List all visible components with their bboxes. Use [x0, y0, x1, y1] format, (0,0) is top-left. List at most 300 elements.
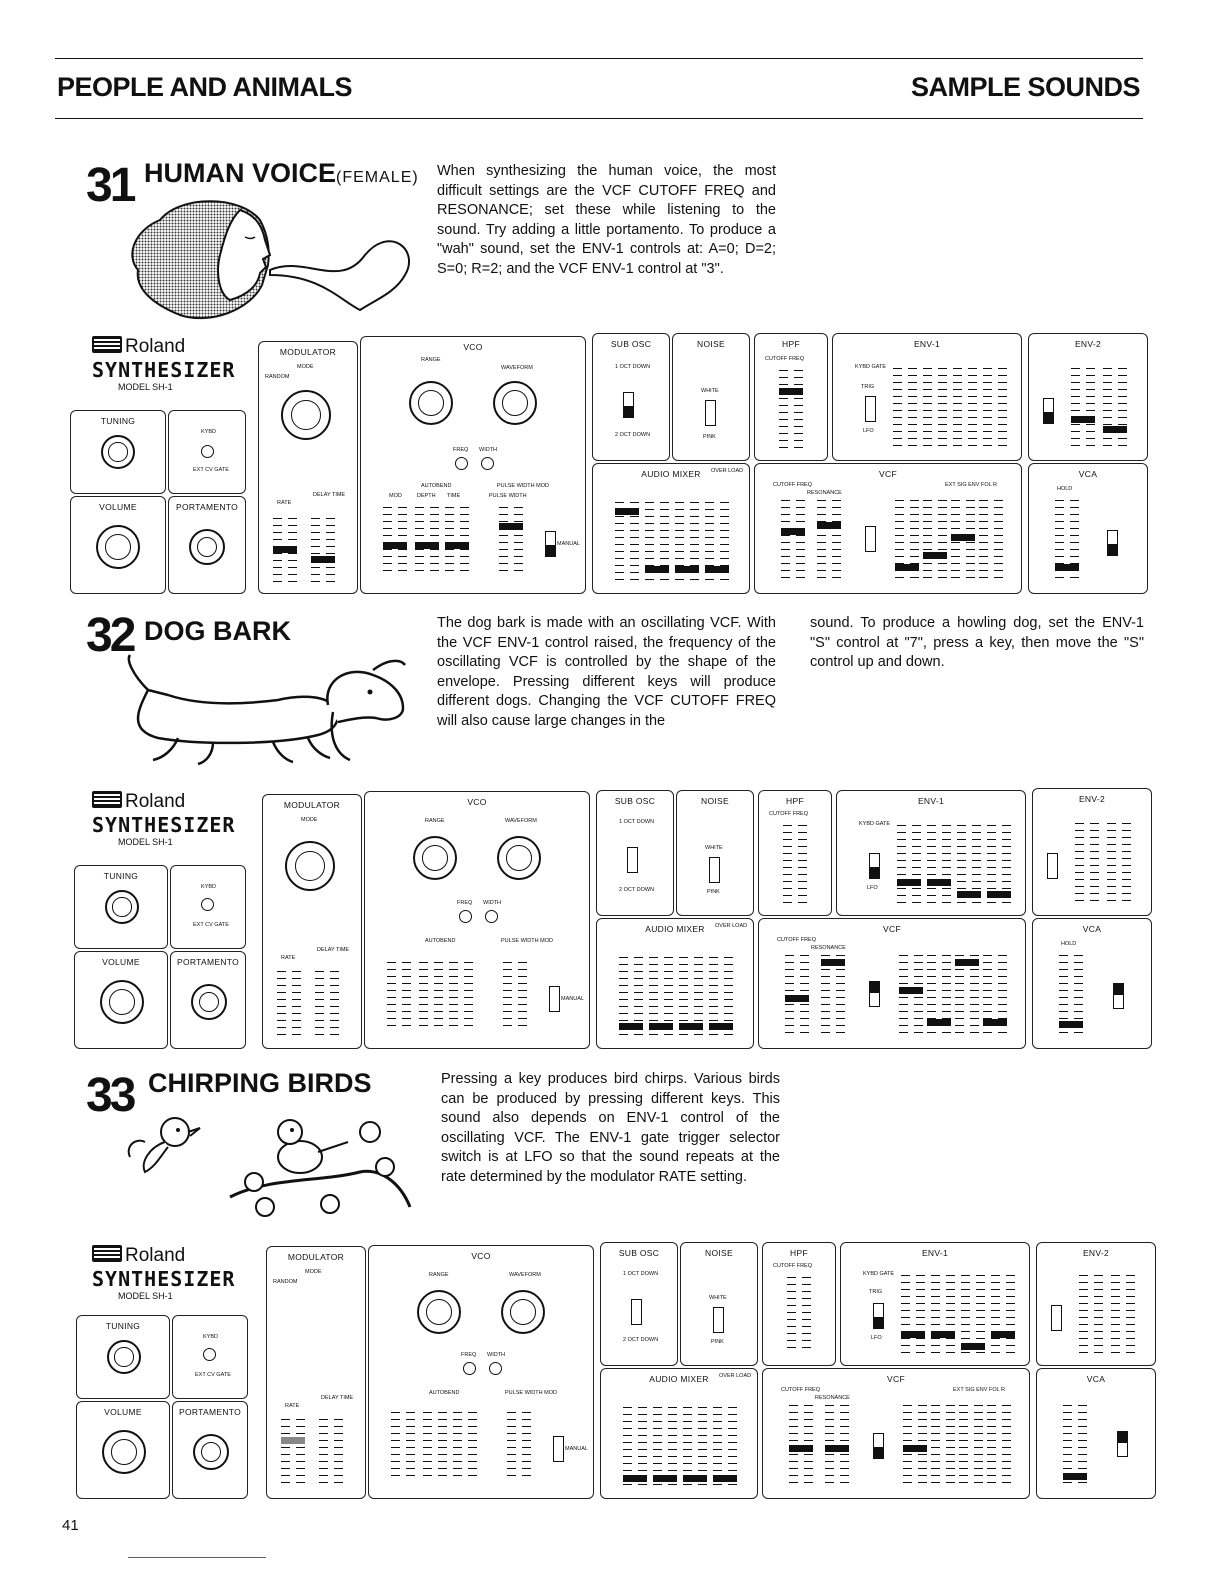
roland-brand — [92, 336, 235, 392]
delay-slider[interactable] — [311, 518, 335, 582]
pulse-width-slider[interactable] — [507, 1412, 531, 1482]
tuning-label: TUNING — [105, 1321, 141, 1331]
hpf-panel — [754, 333, 828, 461]
env1-d-slider[interactable] — [931, 1275, 955, 1355]
env1-r-slider[interactable] — [983, 368, 1007, 450]
volume-knob[interactable] — [96, 525, 140, 569]
vco-panel — [368, 1245, 594, 1499]
depth-slider[interactable] — [423, 1412, 447, 1482]
sound-description: When synthesizing the human voice, the most difficult settings are the VCF CUTOFF FREQ and RESONANCE; set these while listening to the sound. Try adding a little portamento. To produce a "wah" sound, set the ENV-1 controls at: A=0; D=2; S=0; R=2; and the VCF ENV-1 control at "3". — [437, 163, 776, 277]
vco-label: VCO — [471, 1251, 491, 1261]
hpf-label: HPF — [786, 796, 804, 806]
sound-description-continued: sound. To produce a howling dog, set the ENV-1 "S" control at "7", press a key, then move the "S" control up and down. — [810, 615, 1144, 670]
mixer-ext-cap[interactable] — [709, 1023, 733, 1030]
portamento-label: PORTAMENTO — [175, 502, 239, 512]
vcf-label: VCF — [887, 1374, 905, 1384]
sub-osc-label: SUB OSC — [614, 796, 656, 806]
two-oct-down-label: 2 OCT DOWN — [623, 1337, 659, 1343]
hpf-label: HPF — [782, 339, 800, 349]
time-slider[interactable] — [453, 1412, 477, 1482]
env1-s-slider[interactable] — [953, 368, 977, 450]
overload-label: OVER LOAD — [715, 923, 748, 929]
one-oct-down-label: 1 OCT DOWN — [619, 819, 655, 825]
env1-s-cap[interactable] — [957, 891, 981, 898]
lfo-label: LFO — [867, 885, 878, 891]
env2-gate-switch[interactable] — [1047, 853, 1058, 879]
vcf-kybd-cap[interactable] — [955, 959, 979, 966]
portamento-panel — [170, 951, 246, 1049]
kybd-gate-label: KYBD GATE — [863, 1271, 895, 1277]
hpf-cutoff-slider[interactable] — [787, 1277, 811, 1353]
env2-panel — [1032, 788, 1152, 916]
audio-mixer-panel — [596, 918, 754, 1049]
synth-panel-33 — [0, 1242, 1224, 1512]
env1-r-slider[interactable] — [991, 1275, 1015, 1355]
env1-d-slider[interactable] — [923, 368, 947, 450]
sound-number: 33 — [86, 1069, 134, 1122]
white-label: WHITE — [709, 1295, 727, 1301]
env-fol-label: EXT SIG ENV FOL R — [953, 1387, 1005, 1393]
manual-label: MANUAL — [561, 996, 584, 1002]
vcf-cutoff-label: CUTOFF FREQ — [777, 937, 817, 943]
two-oct-down-label: 2 OCT DOWN — [615, 432, 651, 438]
hpf-panel — [762, 1242, 836, 1366]
range-knob[interactable] — [409, 381, 453, 425]
hold-label: HOLD — [1057, 486, 1073, 492]
env1-trigger-switch[interactable] — [873, 1303, 884, 1329]
product-name: SYNTHESIZER — [92, 813, 236, 837]
roland-logo-icon — [92, 1245, 122, 1262]
noise-switch[interactable] — [713, 1307, 724, 1333]
hold-label: HOLD — [1061, 941, 1077, 947]
sound-title: HUMAN VOICE(FEMALE) — [144, 158, 419, 188]
waveform-label: WAVEFORM — [501, 365, 533, 371]
mixer-sub-cap[interactable] — [645, 566, 669, 573]
mixer-noise-cap[interactable] — [679, 1023, 703, 1030]
portamento-knob[interactable] — [191, 984, 227, 1020]
white-label: WHITE — [701, 388, 719, 394]
roland-brand — [92, 1245, 235, 1301]
mixer-vco-cap[interactable] — [623, 1475, 647, 1482]
trig-label: TRIG — [861, 384, 875, 390]
vcf-cutoff-label: CUTOFF FREQ — [773, 482, 813, 488]
sub-osc-label: SUB OSC — [610, 339, 652, 349]
width-jack[interactable] — [481, 457, 494, 470]
mode-knob[interactable] — [285, 841, 335, 891]
modulator-label: MODULATOR — [279, 347, 337, 357]
roland-logo: Roland — [92, 336, 235, 358]
portamento-panel — [168, 496, 246, 594]
env2-a-cap[interactable] — [1071, 416, 1095, 423]
env2-label: ENV-2 — [1078, 794, 1106, 804]
vco-label: VCO — [467, 797, 487, 807]
mod-label: MOD — [389, 493, 402, 499]
freq-jack[interactable] — [455, 457, 468, 470]
freq-jack[interactable] — [459, 910, 472, 923]
vcf-kybd-slider[interactable] — [951, 500, 975, 582]
kybd-label: KYBD — [201, 884, 216, 890]
range-label: RANGE — [429, 1272, 449, 1278]
vcf-cutoff-label: CUTOFF FREQ — [781, 1387, 821, 1393]
mode-label: MODE — [297, 364, 314, 370]
env2-r-cap[interactable] — [1103, 426, 1127, 433]
model-name: MODEL SH-1 — [118, 1291, 173, 1301]
autobend-label: AUTOBEND — [429, 1390, 460, 1396]
audio-mixer-label: AUDIO MIXER — [649, 1374, 709, 1384]
mixer-ext-cap[interactable] — [713, 1475, 737, 1482]
portamento-knob[interactable] — [189, 529, 225, 565]
pink-label: PINK — [711, 1339, 724, 1345]
env2-a-slider[interactable] — [1079, 1275, 1103, 1355]
vcf-cutoff-cap[interactable] — [785, 995, 809, 1002]
env-fol-label: EXT SIG ENV FOL R — [945, 482, 997, 488]
env1-a-slider[interactable] — [893, 368, 917, 450]
portamento-label: PORTAMENTO — [176, 957, 240, 967]
env2-panel — [1028, 333, 1148, 461]
delay-time-label: DELAY TIME — [321, 1395, 354, 1401]
hpf-cutoff-label: CUTOFF FREQ — [765, 356, 805, 362]
vca-label: VCA — [1086, 1374, 1106, 1384]
mixer-noise-cap[interactable] — [675, 566, 699, 573]
lfo-label: LFO — [871, 1335, 882, 1341]
pwm-label: PULSE WIDTH MOD — [497, 483, 549, 489]
resonance-label: RESONANCE — [815, 1395, 850, 1401]
kybd-label: KYBD — [201, 429, 216, 435]
env1-d-slider[interactable] — [927, 825, 951, 905]
time-slider[interactable] — [449, 962, 473, 1032]
delay-slider[interactable] — [315, 971, 339, 1035]
mixer-sub-cap[interactable] — [649, 1023, 673, 1030]
vcf-env1-slider[interactable] — [899, 955, 923, 1037]
mod-slider[interactable] — [387, 962, 411, 1032]
vcf-panel — [762, 1368, 1030, 1499]
env2-label: ENV-2 — [1082, 1248, 1110, 1258]
kybd-label: KYBD — [203, 1334, 218, 1340]
ext-cv-gate-label: EXT CV GATE — [193, 922, 229, 928]
mixer-vco-cap[interactable] — [619, 1023, 643, 1030]
synth-panel-31 — [0, 333, 1224, 603]
pwm-source-switch[interactable] — [549, 986, 560, 1012]
kybd-jack[interactable] — [203, 1348, 216, 1361]
tuning-knob[interactable] — [101, 435, 135, 469]
sub-osc-switch[interactable] — [627, 847, 638, 873]
volume-knob[interactable] — [100, 980, 144, 1024]
modulator-panel — [258, 341, 358, 594]
freq-label: FREQ — [457, 900, 473, 906]
two-oct-down-label: 2 OCT DOWN — [619, 887, 655, 893]
waveform-label: WAVEFORM — [505, 818, 537, 824]
portamento-knob[interactable] — [193, 1434, 229, 1470]
resonance-cap[interactable] — [817, 522, 841, 529]
roland-logo-icon — [92, 791, 122, 808]
hpf-label: HPF — [790, 1248, 808, 1258]
env2-a-slider[interactable] — [1075, 823, 1099, 905]
env1-label: ENV-1 — [917, 796, 945, 806]
vca-env-switch[interactable] — [1113, 983, 1124, 1009]
volume-label: VOLUME — [102, 957, 140, 967]
hpf-cutoff-label: CUTOFF FREQ — [773, 1263, 813, 1269]
mixer-vco-cap[interactable] — [615, 508, 639, 515]
tuning-panel — [74, 865, 168, 949]
mode-knob[interactable] — [281, 390, 331, 440]
resonance-slider[interactable] — [821, 955, 845, 1037]
sound-number: 31 — [86, 159, 134, 212]
delay-time-label: DELAY TIME — [317, 947, 350, 953]
tuning-label: TUNING — [103, 871, 139, 881]
vcf-env1-cap[interactable] — [895, 564, 919, 571]
noise-switch[interactable] — [705, 400, 716, 426]
roland-brand — [92, 791, 235, 847]
model-name: MODEL SH-1 — [118, 837, 173, 847]
env1-d-cap[interactable] — [927, 879, 951, 886]
env1-trigger-switch[interactable] — [869, 853, 880, 879]
vcf-mod-cap[interactable] — [923, 552, 947, 559]
manual-label: MANUAL — [557, 541, 580, 547]
vcf-kybd-slider[interactable] — [959, 1405, 983, 1487]
depth-slider[interactable] — [419, 962, 443, 1032]
pwm-source-switch[interactable] — [545, 531, 556, 557]
mixer-noise-cap[interactable] — [683, 1475, 707, 1482]
env1-a-cap[interactable] — [897, 879, 921, 886]
dachshund-illustration — [118, 650, 418, 770]
sound-description: Pressing a key produces bird chirps. Various birds can be produced by pressing different keys. This sound also depends on ENV-1 control of the oscillating VCF. The ENV-1 gate trigger selector switch is at LFO so that the sound repeats at the rate determined by the modulator RATE setting. — [441, 1071, 780, 1185]
hpf-cutoff-slider[interactable] — [783, 825, 807, 903]
volume-knob[interactable] — [102, 1430, 146, 1474]
synth-panel-32 — [0, 788, 1224, 1058]
audio-mixer-panel — [600, 1368, 758, 1499]
width-jack[interactable] — [489, 1362, 502, 1375]
range-knob[interactable] — [413, 836, 457, 880]
rate-slider-cap[interactable] — [273, 546, 297, 553]
waveform-label: WAVEFORM — [509, 1272, 541, 1278]
rate-slider[interactable] — [277, 971, 301, 1035]
freq-jack[interactable] — [463, 1362, 476, 1375]
roland-logo: Roland — [92, 1245, 235, 1267]
env2-r-slider[interactable] — [1107, 823, 1131, 905]
waveform-knob[interactable] — [501, 1290, 545, 1334]
vcf-ext-cap[interactable] — [983, 1019, 1007, 1026]
noise-switch[interactable] — [709, 857, 720, 883]
sub-osc-switch[interactable] — [631, 1299, 642, 1325]
audio-mixer-panel — [592, 463, 750, 594]
env2-gate-switch[interactable] — [1043, 398, 1054, 424]
rate-label: RATE — [285, 1403, 300, 1409]
env2-panel — [1036, 1242, 1156, 1366]
product-name: SYNTHESIZER — [92, 1267, 236, 1291]
white-label: WHITE — [705, 845, 723, 851]
depth-slider-cap[interactable] — [415, 542, 439, 549]
rate-label: RATE — [277, 500, 292, 506]
volume-panel — [70, 496, 166, 594]
resonance-slider[interactable] — [817, 500, 841, 582]
depth-label: DEPTH — [417, 493, 436, 499]
hpf-cutoff-cap[interactable] — [779, 388, 803, 395]
range-knob[interactable] — [417, 1290, 461, 1334]
env1-s-cap[interactable] — [961, 1343, 985, 1350]
trig-label: TRIG — [869, 1289, 883, 1295]
env2-gate-switch[interactable] — [1051, 1305, 1062, 1331]
kybd-jack[interactable] — [201, 898, 214, 911]
overload-label: OVER LOAD — [719, 1373, 752, 1379]
kybd-gate-label: KYBD GATE — [859, 821, 891, 827]
rate-slider[interactable] — [281, 1419, 305, 1485]
time-slider-cap[interactable] — [445, 542, 469, 549]
vca-panel — [1032, 918, 1152, 1049]
audio-mixer-label: AUDIO MIXER — [645, 924, 705, 934]
env1-panel — [840, 1242, 1030, 1366]
sub-osc-panel — [596, 790, 674, 916]
tuning-panel — [70, 410, 166, 494]
kybd-gate-label: KYBD GATE — [855, 364, 887, 370]
kybd-jack[interactable] — [201, 445, 214, 458]
time-label: TIME — [447, 493, 461, 499]
vcf-label: VCF — [883, 924, 901, 934]
kybd-panel — [172, 1315, 248, 1399]
vcf-panel — [754, 463, 1022, 594]
tuning-label: TUNING — [100, 416, 136, 426]
waveform-knob[interactable] — [493, 381, 537, 425]
resonance-cap[interactable] — [821, 959, 845, 966]
resonance-label: RESONANCE — [807, 490, 842, 496]
vcf-env1-cap[interactable] — [903, 1445, 927, 1452]
page-number: 41 — [62, 1517, 79, 1534]
vca-label: VCA — [1082, 924, 1102, 934]
pulse-width-slider[interactable] — [499, 507, 523, 577]
env1-r-cap[interactable] — [987, 891, 1011, 898]
vca-panel — [1036, 1368, 1156, 1499]
vcf-kybd-cap[interactable] — [951, 534, 975, 541]
vca-env-switch[interactable] — [1107, 530, 1118, 556]
sub-osc-switch[interactable] — [623, 392, 634, 418]
freq-label: FREQ — [461, 1352, 477, 1358]
env1-d-cap[interactable] — [931, 1331, 955, 1338]
roland-logo-icon — [92, 336, 122, 353]
hpf-cutoff-slider[interactable] — [779, 370, 803, 448]
env1-r-cap[interactable] — [991, 1331, 1015, 1338]
sound-title: DOG BARK — [144, 616, 291, 646]
random-label: RANDOM — [273, 1279, 298, 1285]
env1-trigger-switch[interactable] — [865, 396, 876, 422]
pulse-width-slider[interactable] — [503, 962, 527, 1032]
mod-slider-cap[interactable] — [383, 542, 407, 549]
vcf-ext-slider[interactable] — [979, 500, 1003, 582]
vca-label: VCA — [1078, 469, 1098, 479]
env2-a-slider[interactable] — [1071, 368, 1095, 450]
vcf-cutoff-cap[interactable] — [781, 528, 805, 535]
delay-slider-cap[interactable] — [311, 556, 335, 563]
random-label: RANDOM — [265, 374, 290, 380]
vcf-mod-slider[interactable] — [923, 500, 947, 582]
mod-slider[interactable] — [391, 1412, 415, 1482]
vcf-env-select-switch[interactable] — [865, 526, 876, 552]
vcf-mod-slider[interactable] — [931, 1405, 955, 1487]
pwm-label: PULSE WIDTH MOD — [501, 938, 553, 944]
vca-hold-cap[interactable] — [1059, 1021, 1083, 1028]
env1-panel — [836, 790, 1026, 916]
vcf-cutoff-slider[interactable] — [781, 500, 805, 582]
volume-label: VOLUME — [104, 1407, 142, 1417]
vca-env-switch[interactable] — [1117, 1431, 1128, 1457]
rate-label: RATE — [281, 955, 296, 961]
env1-a-cap[interactable] — [901, 1331, 925, 1338]
waveform-knob[interactable] — [497, 836, 541, 880]
tuning-knob[interactable] — [105, 890, 139, 924]
portamento-panel — [172, 1401, 248, 1499]
vcf-env-select-switch[interactable] — [869, 981, 880, 1007]
env2-r-slider[interactable] — [1103, 368, 1127, 450]
noise-panel — [676, 790, 754, 916]
vcf-label: VCF — [879, 469, 897, 479]
audio-mixer-label: AUDIO MIXER — [641, 469, 701, 479]
ext-cv-gate-label: EXT CV GATE — [193, 467, 229, 473]
rate-slider-cap[interactable] — [281, 1437, 305, 1444]
env2-r-slider[interactable] — [1111, 1275, 1135, 1355]
resonance-cap[interactable] — [825, 1445, 849, 1452]
vcf-panel — [758, 918, 1026, 1049]
chirping-birds-illustration — [120, 1112, 420, 1224]
vcf-mod-cap[interactable] — [927, 1019, 951, 1026]
sub-osc-panel — [592, 333, 670, 461]
pink-label: PINK — [703, 434, 716, 440]
width-jack[interactable] — [485, 910, 498, 923]
vcf-env1-cap[interactable] — [899, 987, 923, 994]
vco-panel — [364, 791, 590, 1049]
one-oct-down-label: 1 OCT DOWN — [623, 1271, 659, 1277]
autobend-label: AUTOBEND — [421, 483, 452, 489]
delay-time-label: DELAY TIME — [313, 492, 346, 498]
header-bottom-rule — [55, 118, 1143, 119]
vcf-env-select-switch[interactable] — [873, 1433, 884, 1459]
pulse-width-label: PULSE WIDTH — [489, 493, 527, 499]
tuning-knob[interactable] — [107, 1340, 141, 1374]
vca-hold-cap[interactable] — [1063, 1473, 1087, 1480]
noise-panel — [680, 1242, 758, 1366]
vcf-kybd-slider[interactable] — [955, 955, 979, 1037]
sound-title: CHIRPING BIRDS — [148, 1068, 372, 1098]
delay-slider[interactable] — [319, 1419, 343, 1485]
mode-label: MODE — [305, 1269, 322, 1275]
autobend-label: AUTOBEND — [425, 938, 456, 944]
vca-hold-cap[interactable] — [1055, 564, 1079, 571]
range-label: RANGE — [425, 818, 445, 824]
pwm-source-switch[interactable] — [553, 1436, 564, 1462]
noise-label: NOISE — [701, 796, 729, 806]
ext-cv-gate-label: EXT CV GATE — [195, 1372, 231, 1378]
portamento-label: PORTAMENTO — [178, 1407, 242, 1417]
env1-label: ENV-1 — [913, 339, 941, 349]
freq-label: FREQ — [453, 447, 469, 453]
one-oct-down-label: 1 OCT DOWN — [615, 364, 651, 370]
env1-a-slider[interactable] — [897, 825, 921, 905]
env1-a-slider[interactable] — [901, 1275, 925, 1355]
mixer-sub-cap[interactable] — [653, 1475, 677, 1482]
modulator-panel — [262, 794, 362, 1049]
section-title: PEOPLE AND ANIMALS — [57, 72, 353, 102]
width-label: WIDTH — [479, 447, 498, 453]
pulse-width-slider-cap[interactable] — [499, 523, 523, 530]
env2-label: ENV-2 — [1074, 339, 1102, 349]
vcf-cutoff-cap[interactable] — [789, 1445, 813, 1452]
hpf-cutoff-label: CUTOFF FREQ — [769, 811, 809, 817]
header-top-rule — [55, 58, 1143, 59]
vcf-ext-slider[interactable] — [987, 1405, 1011, 1487]
mixer-ext-cap[interactable] — [705, 566, 729, 573]
model-name: MODEL SH-1 — [118, 382, 173, 392]
pink-label: PINK — [707, 889, 720, 895]
resonance-label: RESONANCE — [811, 945, 846, 951]
env1-panel — [832, 333, 1022, 461]
modulator-label: MODULATOR — [287, 1252, 345, 1262]
